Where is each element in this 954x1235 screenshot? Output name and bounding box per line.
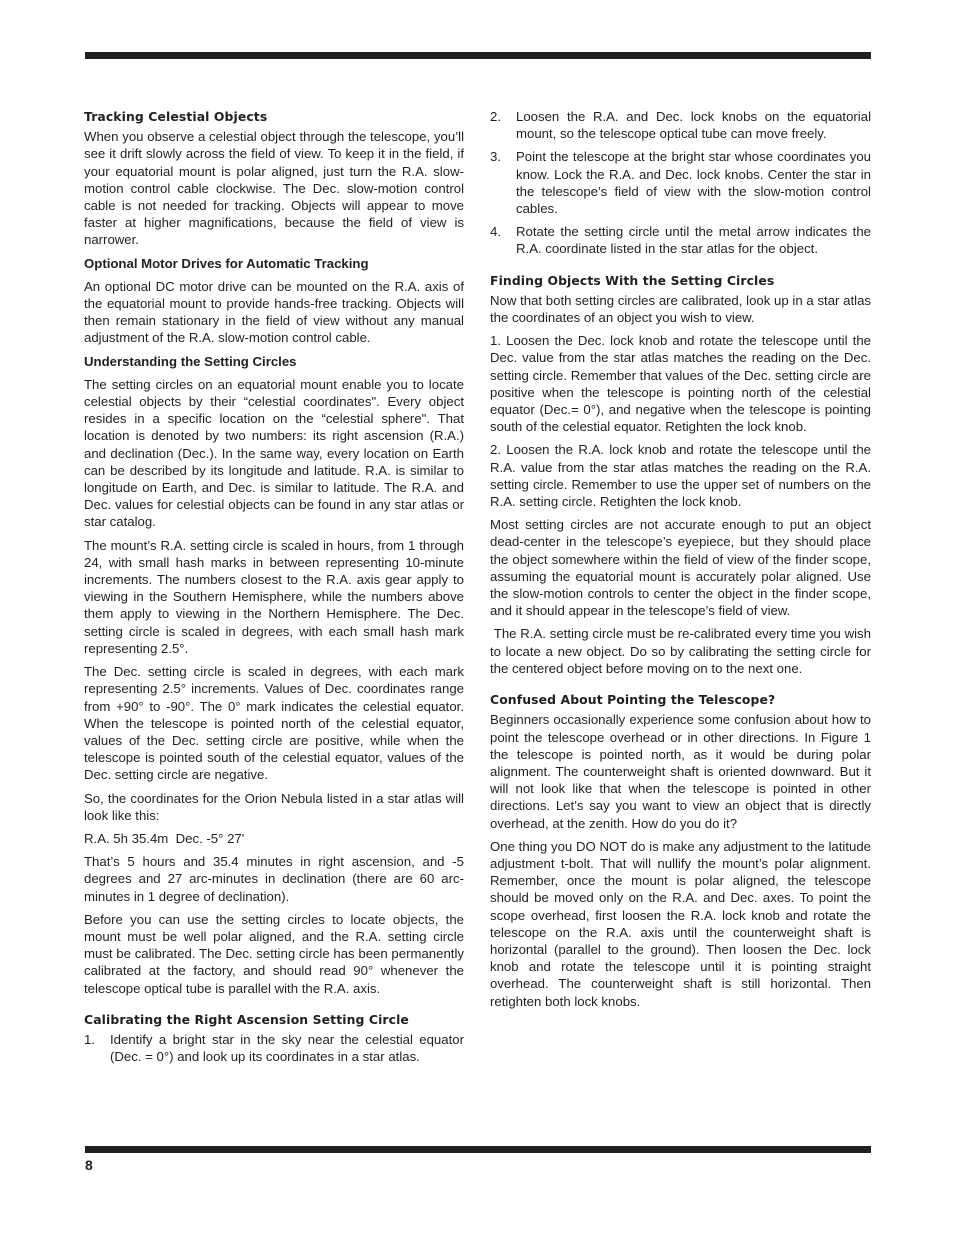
bottom-rule xyxy=(85,1146,871,1153)
understanding-paragraph: Before you can use the setting circles to locate objects, the mount must be well polar aligned, and the R.A. setting circle must be calibrated. The Dec. setting circle has been permanently calibrated at the factory, and should read 90° whenever the telescope optical tube is parallel with the R.A. axis. xyxy=(84,911,464,996)
step-text: Identify a bright star in the sky near the celestial equator (Dec. = 0°) and look up its coordinates in a star atlas. xyxy=(110,1031,464,1065)
finding-paragraph: Now that both setting circles are calibrated, look up in a star atlas the coordinates of an object you wish to view. xyxy=(490,292,871,326)
step-number: 4. xyxy=(490,224,501,240)
step-text: Rotate the setting circle until the metal arrow indicates the R.A. coordinate listed in the star atlas for the object. xyxy=(516,224,871,257)
calibrating-steps-right xyxy=(490,108,871,258)
left-column xyxy=(84,108,464,1071)
calibrating-steps-left xyxy=(84,1031,464,1065)
finding-heading: Finding Objects With the Setting Circles xyxy=(490,272,775,288)
step-number: 2. xyxy=(490,109,501,124)
list-item xyxy=(490,148,871,217)
confused-paragraph: Beginners occasionally experience some confusion about how to point the telescope overhead or in other directions. In Figure 1 the telescope is pointed north, as it would be during polar alignment. The counterweight shaft is oriented downward. But it will not look like that when the telescope is pointed in other directions. Let’s say you want to view an object that is directly overhead, at the zenith. How do you do it? xyxy=(490,712,871,831)
orion-coordinates: R.A. 5h 35.4m Dec. -5° 27' xyxy=(84,830,245,846)
list-item xyxy=(84,1031,464,1065)
understanding-paragraph: The setting circles on an equatorial mount enable you to locate celestial objects by their “celestial coordinates". Every object resides in a specific location on the “celestial sphere". That location is denoted by two numbers: its right ascension (R.A.) and declination (Dec.). In the same way, every location on Earth can be described by its longitude and latitude. R.A. is similar to longitude on Earth, and Dec. is similar to latitude. The R.A. and Dec. values for celestial objects can be found in any star atlas or star catalog. xyxy=(84,376,464,530)
step-text: Point the telescope at the bright star whose coordinates you know. Lock the R.A. and Dec. lock knobs. Center the star in the telescope’s field of view with the slow-motion control cables. xyxy=(516,149,871,217)
confused-paragraph: One thing you DO NOT do is make any adjustment to the latitude adjustment t-bolt. That will nullify the mount’s polar alignment. Remember, once the mount is polar aligned, the telescope should be moved only on the R.A. and Dec. axes. To point the scope overhead, first loosen the R.A. lock knob and rotate the telescope on the R.A. axis until the counterweight shaft is horizontal (parallel to the ground). Then loosen the Dec. lock knob and rotate the telescope until it is pointing straight overhead. The counterweight shaft is still horizontal. Then retighten both lock knobs. xyxy=(490,838,871,1009)
motor-paragraph: An optional DC motor drive can be mounted on the R.A. axis of the equatorial mount to provide hands-free tracking. Objects will then remain stationary in the field of view without any manual adjustment of the R.A. slow-motion control cable. xyxy=(84,278,464,346)
understanding-heading: Understanding the Setting Circles xyxy=(84,353,297,369)
finding-paragraph: 1. Loosen the Dec. lock knob and rotate the telescope until the Dec. value from the star atlas matches the reading on the Dec. setting circle. Remember that values of the Dec. setting circle are positive when the telescope is pointing north of the celestial equator (Dec.= 0°), and negative when the telescope is pointing south of the celestial equator. Retighten the lock knob. xyxy=(490,333,871,435)
understanding-paragraph: So, the coordinates for the Orion Nebula listed in a star atlas will look like this: xyxy=(84,790,464,823)
top-rule xyxy=(85,52,871,59)
step-number: 3. xyxy=(490,149,501,165)
finding-paragraph: Most setting circles are not accurate enough to put an object dead-center in the telescope’s eyepiece, but they should place the object somewhere within the field of view of the finder scope, assuming the equatorial mount is accurately polar aligned. Use the slow-motion controls to center the object in the finder scope, and it should appear in the telescope’s field of view. xyxy=(490,517,871,619)
tracking-heading: Tracking Celestial Objects xyxy=(84,109,268,124)
confused-heading: Confused About Pointing the Telescope? xyxy=(490,692,776,708)
understanding-paragraph: The mount’s R.A. setting circle is scaled in hours, from 1 through 24, with small hash marks in between representing 10-minute increments. The numbers closest to the R.A. axis gear apply to viewing in the Southern Hemisphere, while the numbers above them apply to viewing in the Northern Hemisphere. The Dec. setting circle is scaled in degrees, with each small hash mark representing 2.5°. xyxy=(84,537,464,656)
step-text: Loosen the R.A. and Dec. lock knobs on the equatorial mount, so the telescope optical tube can move freely. xyxy=(516,109,871,142)
list-item xyxy=(490,108,871,142)
understanding-paragraph: That’s 5 hours and 35.4 minutes in right ascension, and -5 degrees and 27 arc-minutes in declination (there are 60 arc-minutes in 1 degree of declination). xyxy=(84,854,464,904)
understanding-paragraph: The Dec. setting circle is scaled in degrees, with each mark representing 2.5° increments. Values of Dec. coordinates range from +90° to -90°. The 0° mark indicates the celestial equator. When the telescope is pointed north of the celestial equator, values of the Dec. setting circle are positive, while when the telescope is pointed south of the celestial equator, values of the Dec. setting circle are negative. xyxy=(84,664,464,783)
finding-paragraph: 2. Loosen the R.A. lock knob and rotate the telescope until the R.A. value from the star atlas matches the reading on the R.A. setting circle. Remember to use the upper set of numbers on the R.A. setting circle. Retighten the lock knob. xyxy=(490,442,871,510)
calibrating-heading: Calibrating the Right Ascension Setting Circle xyxy=(84,1011,409,1027)
step-number: 1. xyxy=(84,1031,95,1047)
tracking-paragraph: When you observe a celestial object through the telescope, you’ll see it drift slowly across the field of view. To keep it in the field, if your equatorial mount is polar aligned, just turn the R.A. slow-motion control cable clockwise. The Dec. slow-motion control cable is not needed for tracking. Objects will appear to move faster at higher magnifications, because the field of view is narrower. xyxy=(84,129,464,248)
motor-heading: Optional Motor Drives for Automatic Tracking xyxy=(84,255,369,271)
finding-paragraph: The R.A. setting circle must be re-calibrated every time you wish to locate a new object. Do so by calibrating the setting circle for the centered object before moving on to the next one. xyxy=(490,626,875,676)
right-column xyxy=(490,108,875,1016)
list-item xyxy=(490,223,871,257)
page-number: 8 xyxy=(85,1157,93,1173)
